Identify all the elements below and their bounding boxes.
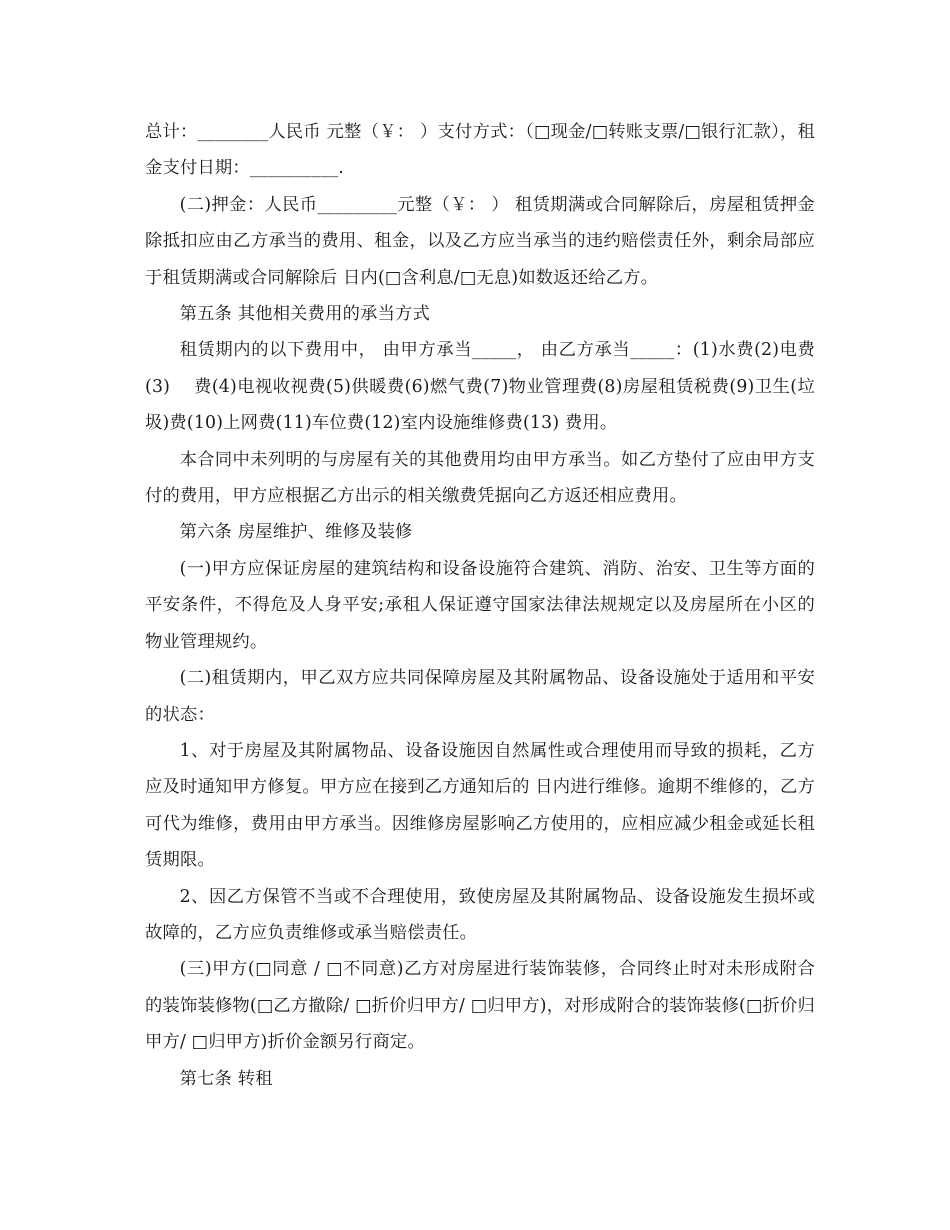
heading-article-7: 第七条 转租	[179, 1068, 273, 1089]
paragraph-maintenance-1: (一)甲方应保证房屋的建筑结构和设备设施符合建筑、消防、治安、卫生等方面的平安条件，不得危及人身平安;承租人保证遵守国家法律法规规定以及房屋所在小区的物业管理规约。	[145, 558, 815, 652]
paragraph-decoration: (三)甲方(□同意 / □不同意)乙方对房屋进行装饰装修，合同终止时对未形成附合的装饰装修物(□乙方撤除/ □折价归甲方/ □归甲方)，对形成附合的装饰装修(□折价归甲方/ □归甲方)折价金额另行商定。	[145, 959, 815, 1053]
paragraph-total-payment: 总计：________人民币 元整（￥： ）支付方式：（□现金/□转账支票/□银行汇款），租金支付日期：__________.	[145, 122, 815, 179]
paragraph-fees-list: 租赁期内的以下费用中， 由甲方承当_____， 由乙方承当_____：(1)水费(2)电费(3) 费(4)电视收视费(5)供暖费(6)燃气费(7)物业管理费(8)房屋租赁税费(9)卫生(垃圾)费(10)上网费(11)车位费(12)室内设施维修费(13) 费用。	[145, 340, 815, 434]
paragraph-repair-1: 1、对于房屋及其附属物品、设备设施因自然属性或合理使用而导致的损耗，乙方应及时通知甲方修复。甲方应在接到乙方通知后的 日内进行维修。逾期不维修的，乙方可代为维修，费用由甲方承当。因维修房屋影响乙方使用的，应相应减少租金或延长租赁期限。	[145, 740, 815, 871]
paragraph-other-fees: 本合同中未列明的与房屋有关的其他费用均由甲方承当。如乙方垫付了应由甲方支付的费用，甲方应根据乙方出示的相关缴费凭据向乙方返还相应费用。	[145, 449, 815, 507]
paragraph-deposit: (二)押金：人民币_________元整（￥： ） 租赁期满或合同解除后，房屋租赁押金除抵扣应由乙方承当的费用、租金，以及乙方应当承当的违约赔偿责任外，剩余局部应于租赁期满或合同解除后 日内(□含利息/□无息)如数返还给乙方。	[145, 194, 815, 288]
document-body	[145, 114, 815, 1097]
heading-article-6: 第六条 房屋维护、维修及装修	[179, 522, 413, 543]
paragraph-repair-2: 2、因乙方保管不当或不合理使用，致使房屋及其附属物品、设备设施发生损坏或故障的，乙方应负责维修或承当赔偿责任。	[145, 886, 815, 943]
paragraph-maintenance-2: (二)租赁期内，甲乙双方应共同保障房屋及其附属物品、设备设施处于适用和平安的状态：	[145, 668, 815, 725]
heading-article-5: 第五条 其他相关费用的承当方式	[179, 304, 431, 325]
